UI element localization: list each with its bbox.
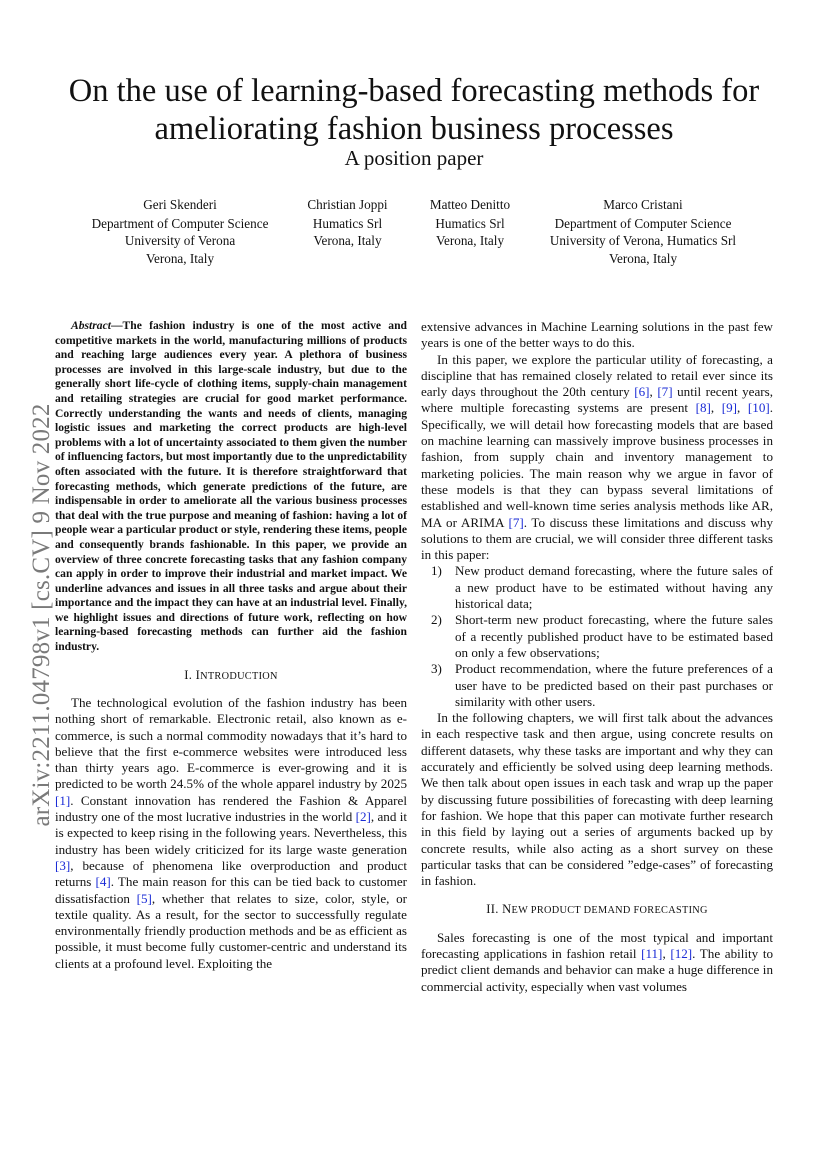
citation-link[interactable]: [2] bbox=[355, 809, 371, 825]
author-affiliation: University of Verona, Humatics Srl bbox=[549, 233, 737, 249]
abstract bbox=[55, 319, 407, 655]
author-affiliation: Department of Computer Science bbox=[91, 216, 269, 232]
citation-link[interactable]: [6] bbox=[634, 384, 650, 400]
task-list bbox=[421, 563, 773, 710]
paragraph: In the following chapters, we will first talk about the advances in each respective task and then argue, using concrete results on different datasets, why these tasks are important and why they can accurately and efficiently be solved using deep learning methods. We then talk about open issues in each task and wrap up the paper by discussing future possibilities of forecasting with deep learning for fashion. We hope that this paper can motivate further research in this field by laying out a series of arguments backed up by concrete results, while also acting as a short survey on these particular tasks that can be considered ”edge-cases” of forecasting in fashion. bbox=[421, 710, 773, 889]
author-name: Geri Skenderi bbox=[143, 197, 217, 212]
citation-link[interactable]: [9] bbox=[721, 400, 738, 416]
list-item: 3) Product recommendation, where the future preferences of a user have to be predicted based on their past purchases or similarity with other users. bbox=[431, 661, 773, 709]
author-name: Matteo Denitto bbox=[429, 197, 511, 212]
author-affiliation: University of Verona bbox=[124, 233, 236, 249]
author-block bbox=[415, 196, 525, 250]
section-heading-introduction: I. INTRODUCTION bbox=[184, 667, 278, 682]
author-affiliation: Verona, Italy bbox=[435, 233, 505, 249]
section-heading-new-product-demand: II. NEW PRODUCT DEMAND FORECASTING bbox=[486, 902, 708, 917]
abstract-text: —The fashion industry is one of the most active and competitive markets in the world, manufacturing millions of products and reaching large audiences every year. A plethora of business processes are involved in this large-scale industry, but due to the generally short life-cycle of clothing items, supply-chain management and retailing strategies are crucial for good market performance. Correctly understanding the wants and needs of clients, managing logistic issues and marketing the correct products are high-level problems with a lot of uncertainty associated to them given the number of influencing factors, but most importantly due to the unpredictability often associated with the future. It is therefore straightforward that forecasting methods, which generate predictions of the future, are indispensable in order to ameliorate all the various business processes that deal with the true purpose and meaning of fashion: having a lot of people wear a particular product or style, rendering these items, people and consequently brands fashionable. In this paper, we provide an overview of three concrete forecasting tasks that any fashion company can apply in order to improve their industrial and market impact. We underline advances and issues in all three tasks and argue about their importance and the impact they can have at an industrial level. Finally, we highlight issues and directions of future work, reflecting on how learning-based forecasting methods can further aid the fashion industry. bbox=[55, 319, 407, 654]
arxiv-id: arXiv:2211.04798v1 [cs.CV] 9 Nov 2022 bbox=[28, 403, 55, 827]
paragraph: extensive advances in Machine Learning solutions in the past few years is one of the better ways to do this. bbox=[421, 319, 773, 351]
right-column bbox=[421, 319, 773, 995]
author-name: Christian Joppi bbox=[307, 197, 388, 212]
citation-link[interactable]: [7] bbox=[508, 514, 524, 530]
paper-subtitle: A position paper bbox=[344, 146, 484, 170]
citation-link[interactable]: [8] bbox=[695, 400, 711, 416]
author-block bbox=[538, 196, 748, 267]
citation-link[interactable]: [7] bbox=[657, 384, 673, 400]
paragraph: Sales forecasting is one of the most typical and important forecasting applications in fashion retail [11], [12]. The ability to predict client demands and behavior can make a huge difference in commercial activity, especially when vast volumes bbox=[421, 929, 774, 994]
author-affiliation: Humatics Srl bbox=[435, 216, 505, 232]
citation-link[interactable]: [10] bbox=[747, 400, 770, 416]
citation-link[interactable]: [5] bbox=[136, 890, 152, 906]
author-affiliation: Verona, Italy bbox=[313, 233, 382, 249]
author-affiliation: Verona, Italy bbox=[608, 250, 678, 266]
author-block bbox=[290, 196, 405, 250]
citation-link[interactable]: [3] bbox=[55, 857, 71, 873]
citation-link[interactable]: [1] bbox=[55, 792, 71, 808]
author-affiliation: Humatics Srl bbox=[312, 216, 383, 232]
author-affiliation: Department of Computer Science bbox=[554, 216, 732, 232]
paper-title: On the use of learning-based forecasting methods for ameliorating fashion business processes bbox=[68, 73, 760, 147]
left-column bbox=[55, 319, 407, 972]
author-block bbox=[80, 196, 280, 267]
author-name: Marco Cristani bbox=[603, 197, 683, 212]
intro-paragraph: The technological evolution of the fashion industry has been nothing short of remarkable. Electronic retail, also known as e-commerce, is such a normal commodity nowadays that it’s hard to believe that the first e-commerce websites were introduced less than thirty years ago. E-commerce is ever-growing and it is predicted to be worth 24.5% of the whole apparel industry by 2025 [1]. Constant innovation has rendered the Fashion & Apparel industry one of the most lucrative industries in the world [2], and it is expected to keep rising in the following years. Nevertheless, this industry has been widely criticized for its large waste generation [3], because of phenomena like overproduction and product returns [4]. The main reason for this can be tied back to customer dissatisfaction [5], whether that relates to size, color, style, or textile quality. As a result, for the sector to successfully regulate environmentally friendly production methods and be as efficient as possible, it must become fully customer-centric and understand its clients at a profound level. Exploiting the bbox=[55, 694, 408, 971]
citation-link[interactable]: [12] bbox=[670, 945, 693, 961]
abstract-label: Abstract bbox=[71, 319, 111, 332]
list-item: 2) Short-term new product forecasting, where the future sales of a recently published product have to be estimated based on only a few observations; bbox=[431, 612, 773, 660]
citation-link[interactable]: [11] bbox=[641, 945, 663, 961]
list-item: 1) New product demand forecasting, where the future sales of a new product have to be estimated without having any historical data; bbox=[431, 563, 773, 612]
paragraph: In this paper, we explore the particular utility of forecasting, a discipline that has remained closely related to retail ever since its early days throughout the 20th century [6], [7] until recent years, where multiple forecasting systems are present [8], [9], [10]. Specifically, we will detail how forecasting models that are based on machine learning can massively improve business processes in fashion, from supply chain and inventory management to marketing policies. The main reason why we argue in favor of these models is that they can bypass several limitations of established and well-known time series analysis methods like AR, MA or ARIMA [7]. To discuss these limitations and discuss why solutions to them are crucial, we will consider three different tasks in this paper: bbox=[421, 351, 774, 563]
citation-link[interactable]: [4] bbox=[95, 874, 111, 890]
author-affiliation: Verona, Italy bbox=[145, 250, 215, 266]
